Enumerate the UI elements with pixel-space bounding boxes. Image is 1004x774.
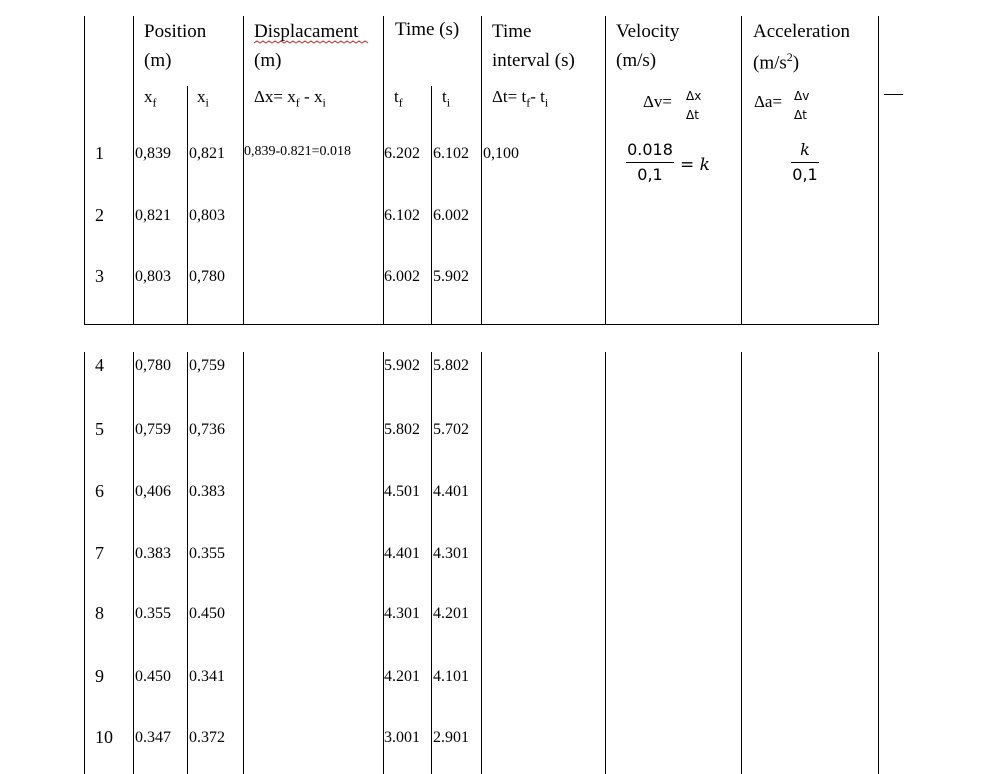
header-time-interval-unit: interval (s) — [492, 50, 575, 71]
subheader-displacement-formula: $\Delta x= x_f - x_i$ — [254, 87, 326, 110]
cell-xf: 0,821 — [135, 207, 171, 224]
row1-velocity-num: 0.018 — [627, 140, 673, 159]
header-acceleration-unit: $(m/s^2)$ — [753, 50, 800, 74]
cell-tf: 6.202 — [384, 145, 420, 162]
cell-xf: 0,406 — [135, 483, 171, 500]
cell-n: 1 — [95, 143, 104, 163]
cell-n: 6 — [95, 481, 104, 501]
cell-xf: 0.383 — [135, 545, 171, 562]
cell-ti: 5.902 — [433, 268, 469, 285]
header-acceleration: Acceleration — [753, 21, 851, 42]
cell-xf: 0,780 — [135, 357, 171, 374]
cell-ti: 4.401 — [433, 483, 469, 500]
cell-n: 8 — [95, 603, 104, 623]
cell-tf: 4.301 — [384, 605, 420, 622]
cell-tf: 3.001 — [384, 729, 420, 746]
cell-xf: 0.355 — [135, 605, 171, 622]
cell-xf: 0,803 — [135, 268, 171, 285]
cell-xi: 0,759 — [189, 357, 225, 374]
cell-ti: 2.901 — [433, 729, 469, 746]
cell-ti: 4.301 — [433, 545, 469, 562]
row1-velocity-eq: = k — [680, 155, 710, 175]
cell-xi: 0,736 — [189, 421, 225, 438]
header-time-interval: Time — [492, 21, 532, 42]
header-displacement: Displacament — [254, 21, 359, 42]
cell-xi: 0.383 — [189, 483, 225, 500]
cell-xi: 0,803 — [189, 207, 225, 224]
cell-tf: 4.401 — [384, 545, 420, 562]
cell-xi: 0.450 — [189, 605, 225, 622]
cell-ti: 6.102 — [433, 145, 469, 162]
cell-n: 10 — [95, 727, 113, 747]
cell-xf: 0,839 — [135, 145, 171, 162]
row1-displacement: 0,839-0.821=0.018 — [244, 144, 352, 159]
header-position: Position — [144, 21, 207, 42]
subheader-xi: $x_i$ — [197, 87, 209, 110]
cell-xf: 0,759 — [135, 421, 171, 438]
subheader-xf: $x_f$ — [144, 87, 157, 110]
cell-tf: 6.102 — [384, 207, 420, 224]
cell-xf: 0.347 — [135, 729, 171, 746]
cell-xi: 0,821 — [189, 145, 225, 162]
cell-n: 5 — [95, 419, 104, 439]
cell-xi: 0.355 — [189, 545, 225, 562]
subheader-velocity-den: Δt — [686, 108, 699, 122]
row1-velocity-fraction — [626, 140, 674, 185]
row1-accel-den: 0,1 — [792, 165, 818, 184]
cell-n: 9 — [95, 666, 104, 686]
subheader-accel-den: Δt — [794, 108, 807, 122]
header-position-unit: (m) — [144, 50, 172, 71]
header-displacement-unit: (m) — [254, 50, 282, 71]
subheader-velocity-label: Δv= — [643, 92, 673, 111]
cell-xf: 0.450 — [135, 668, 171, 685]
cell-tf: 4.501 — [384, 483, 420, 500]
cell-n: 4 — [95, 355, 104, 375]
cell-xi: 0.341 — [189, 668, 225, 685]
subheader-tf: $t_f$ — [394, 87, 403, 110]
cell-ti: 4.201 — [433, 605, 469, 622]
cell-tf: 6.002 — [384, 268, 420, 285]
row1-accel-fraction — [791, 140, 819, 185]
subheader-interval-formula: $\Delta t= t_f-$ $t_i$ — [492, 87, 549, 110]
header-velocity-unit: (m/s) — [616, 50, 657, 71]
header-time: Time (s) — [395, 19, 460, 40]
cell-tf: 4.201 — [384, 668, 420, 685]
cell-tf: 5.902 — [384, 357, 420, 374]
cell-n: 3 — [95, 266, 104, 286]
cell-ti: 5.802 — [433, 357, 469, 374]
subheader-velocity-num: Δx — [686, 89, 702, 103]
cell-xi: 0,780 — [189, 268, 225, 285]
subheader-accel-label: Δa= — [754, 92, 783, 111]
subheader-accel-num: Δv — [794, 89, 810, 103]
cell-ti: 5.702 — [433, 421, 469, 438]
header-velocity: Velocity — [616, 21, 680, 42]
row1-interval: 0,100 — [483, 145, 519, 162]
cell-n: 7 — [95, 543, 104, 563]
cell-ti: 4.101 — [433, 668, 469, 685]
trailing-dash: — — [884, 83, 903, 104]
cell-n: 2 — [95, 205, 104, 225]
row1-velocity-den: 0,1 — [637, 165, 663, 184]
cell-xi: 0.372 — [189, 729, 225, 746]
row1-accel-num: k — [800, 140, 810, 159]
cell-tf: 5.802 — [384, 421, 420, 438]
cell-ti: 6.002 — [433, 207, 469, 224]
subheader-ti: $t_i$ — [442, 87, 451, 110]
